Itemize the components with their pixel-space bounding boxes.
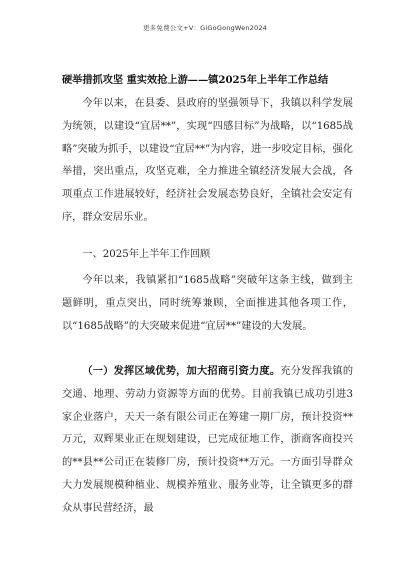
subsection-paragraph	[62, 360, 353, 521]
document-title: 硬举措抓攻坚 重实效抢上游——镇2025年上半年工作总结	[62, 74, 329, 86]
section-paragraph: 今年以来，我镇紧扣“1685战略”突破年这条主线，做到主题鲜明，重点突出，同时统筹兼顾，全面推进其他各项工作，以“1685战略”的大突破来促进“宜居**”建设的大发展。	[62, 275, 353, 332]
header-note: 更多免费公文+V：GiGoGongWen2024	[142, 24, 267, 32]
intro-paragraph: 今年以来，在县委、县政府的坚强领导下，我镇以科学发展为统领，以建设“宜居**”，实现“四感目标”为战略，以“1685战略”突破为抓手，以建设“宜居**”为内容，进一步咬定目标，强化举措，突出重点，攻坚克难，全力推进全镇经济发展大会战，各项重点工作进展较好，经济社会发展态势良好，全镇社会安定有序，群众安居乐业。	[62, 98, 353, 223]
subsection-body: 充分发挥我镇的交通、地理、劳动力资源等方面的优势。目前我镇已成功引进3家企业落户，天天一条有限公司正在筹建一期厂房，预计投资**万元，双辉果业正在规划建设，已完成征地工作，浙商客商投兴的**县**公司正在装修厂房，预计投资**万元。一方面引导群众大力发展规模种植业、规模养殖业、服务业等，让全镇更多的群众从事民营经济，最	[62, 366, 354, 514]
section-heading: 一、2025年上半年工作回顾	[82, 249, 211, 260]
subsection-heading: （一）发挥区域优势，加大招商引资力度。	[82, 365, 281, 377]
